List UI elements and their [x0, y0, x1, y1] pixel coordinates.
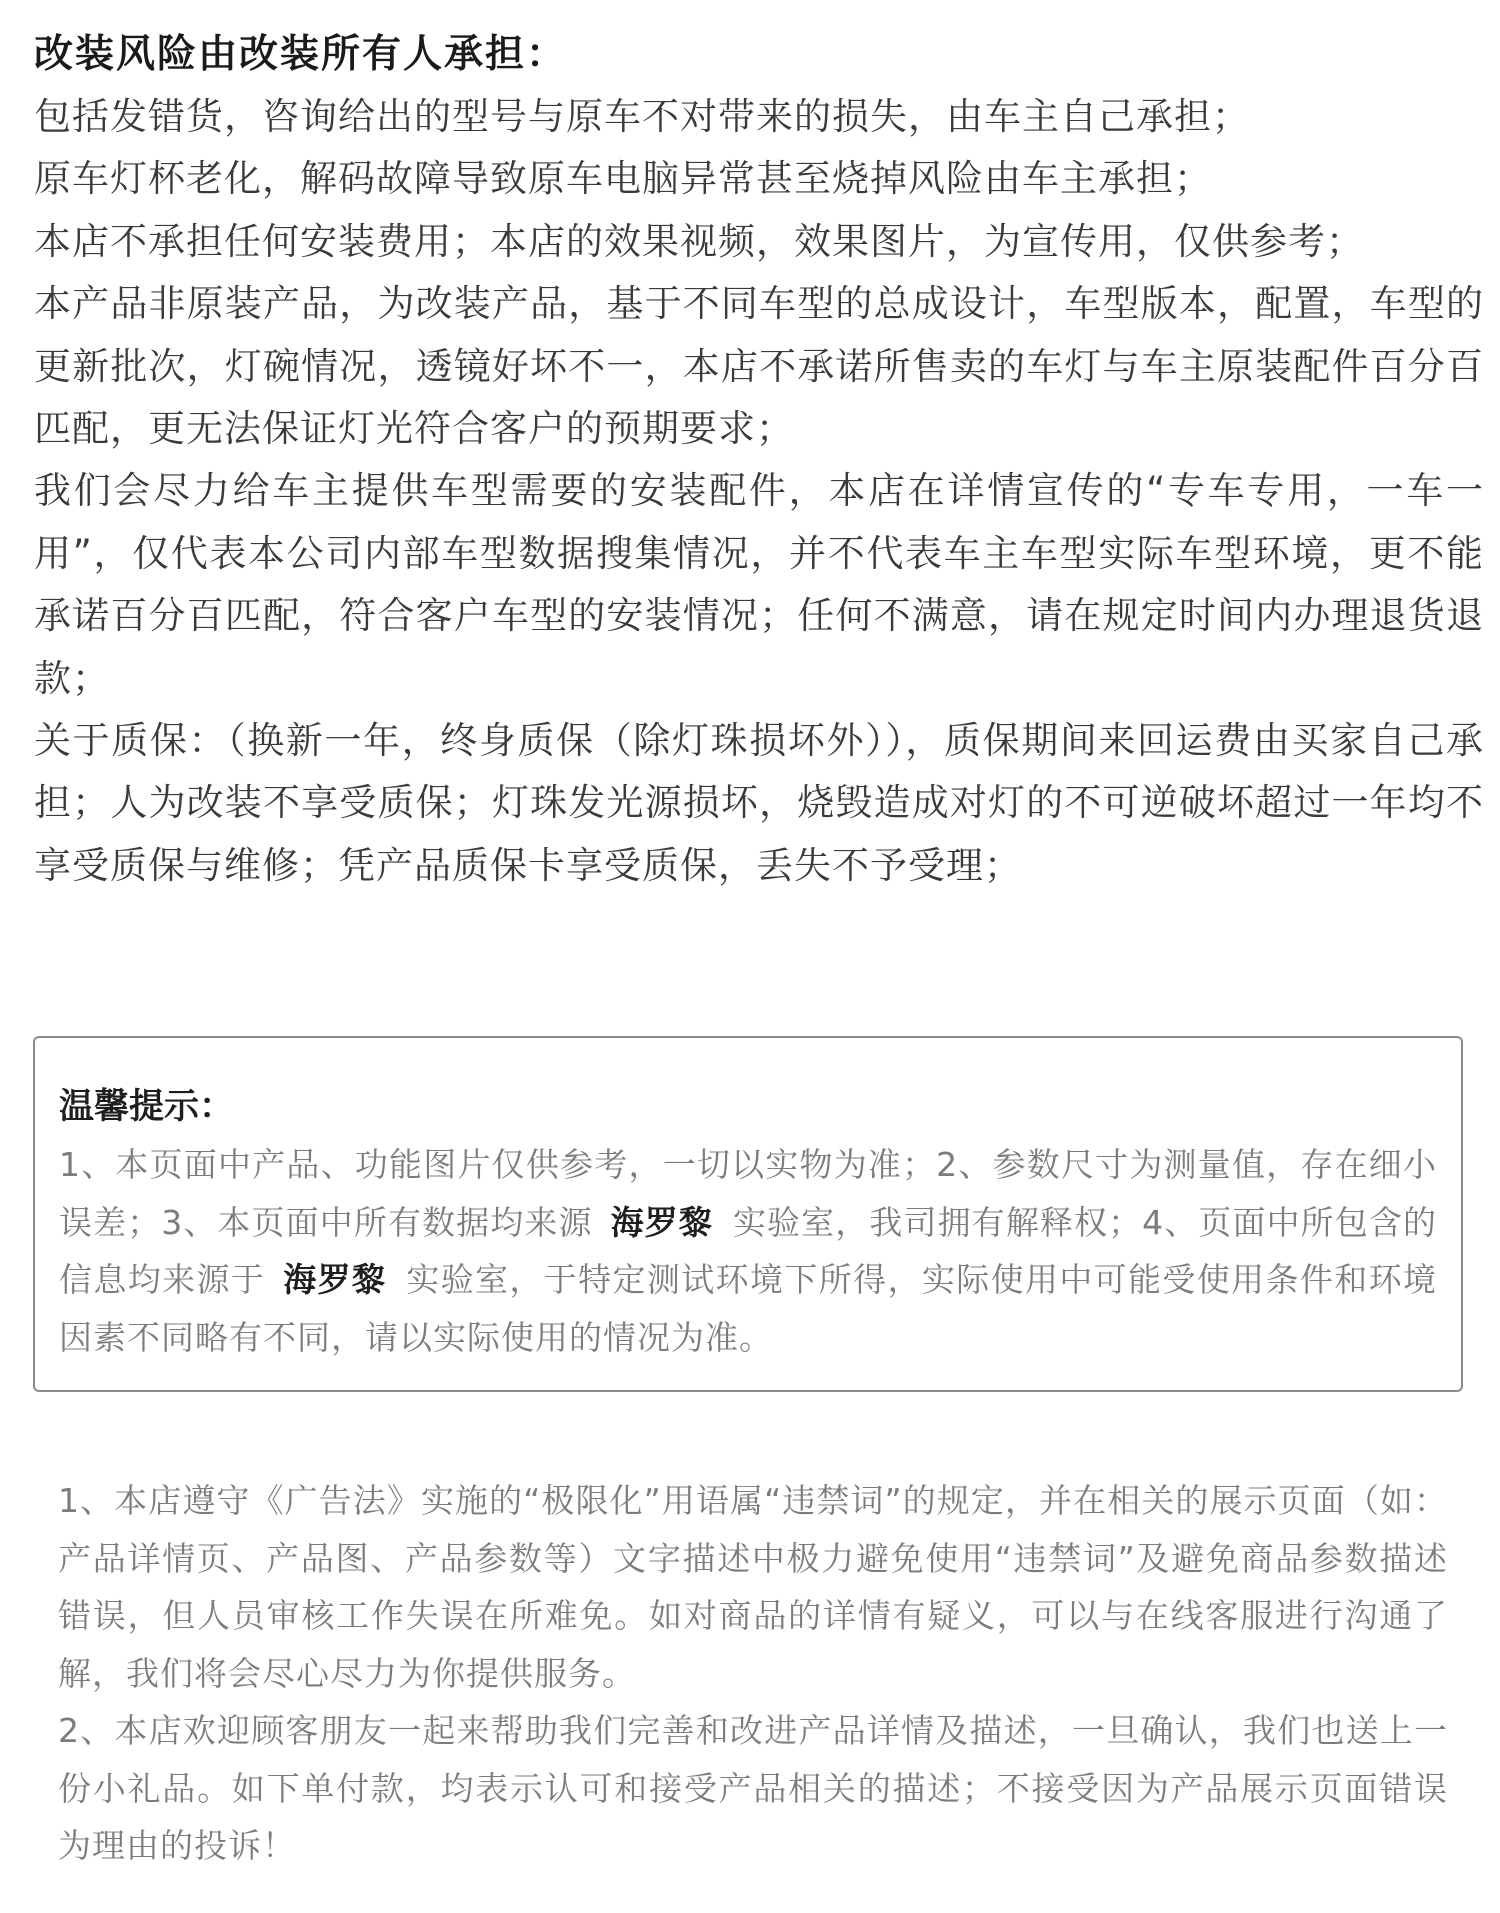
- notice-text-part1: 1、本页面中产品、功能图片仅供参考，一切以实物为准；2、参数尺寸为测量值，存在细小误差；3、本页面中所有数据均来源: [59, 1145, 1437, 1242]
- risk-paragraph-non-original: 本产品非原装产品，为改装产品，基于不同车型的总成设计，车型版本，配置，车型的更新批次，灯碗情况，透镜好坏不一，本店不承诺所售卖的车灯与车主原装配件百分百匹配，更无法保证灯光符合客户的预期要求；: [34, 282, 1484, 451]
- policy-item-feedback: 2、本店欢迎顾客朋友一起来帮助我们完善和改进产品详情及描述，一旦确认，我们也送上一份小礼品。如下单付款，均表示认可和接受产品相关的描述；不接受因为产品展示页面错误为理由的投诉！: [58, 1711, 1448, 1865]
- risk-disclaimer-section: [34, 24, 1484, 897]
- risk-paragraph-warranty: 关于质保：（换新一年，终身质保（除灯珠损坏外）），质保期间来回运费由买家自己承担；人为改装不享受质保；灯珠发光源损坏，烧毁造成对灯的不可逆破坏超过一年均不享受质保与维修；凭产品质保卡享受质保，丢失不予受理；: [34, 719, 1484, 887]
- brand-name: 海罗黎: [610, 1202, 713, 1242]
- risk-title: 改装风险由改装所有人承担：: [34, 32, 568, 77]
- notice-text-part2: 实验室，我司拥有解释权；4、页面中所包含的信息均来源于: [59, 1202, 1438, 1299]
- notice-text-part3: 实验室，于特定测试环境下所得，实际使用中可能受使用条件和环境因素不同略有不同，请以实际使用的情况为准。: [59, 1260, 1438, 1357]
- risk-paragraph-wrong-goods: 包括发错货，咨询给出的型号与原车不对带来的损失，由车主自己承担；: [34, 95, 1250, 138]
- notice-text: [59, 1136, 1437, 1366]
- risk-paragraph-aging: 原车灯杯老化，解码故障导致原车电脑异常甚至烧掉风险由车主承担；: [34, 157, 1212, 201]
- policy-section: [58, 1472, 1448, 1875]
- brand-name-second: 海罗黎: [283, 1260, 387, 1299]
- risk-paragraph-fitment: 我们会尽力给车主提供车型需要的安装配件，本店在详情宣传的“专车专用，一车一用”，仅代表本公司内部车型数据搜集情况，并不代表车主车型实际车型环境，更不能承诺百分百匹配，符合客户车型的安装情况；任何不满意，请在规定时间内办理退货退款；: [34, 469, 1484, 700]
- notice-box: [33, 1036, 1463, 1392]
- notice-title: 温馨提示：: [59, 1087, 235, 1127]
- policy-item-advertising-law: 1、本店遵守《广告法》实施的“极限化”用语属“违禁词”的规定，并在相关的展示页面（如：产品详情页、产品图、产品参数等）文字描述中极力避免使用“违禁词”及避免商品参数描述错误，但人员审核工作失误在所难免。如对商品的详情有疑义，可以与在线客服进行沟通了解，我们将会尽心尽力为你提供服务。: [58, 1481, 1448, 1693]
- risk-paragraph-installation-fee: 本店不承担任何安装费用；本店的效果视频，效果图片，为宣传用，仅供参考；: [34, 219, 1364, 263]
